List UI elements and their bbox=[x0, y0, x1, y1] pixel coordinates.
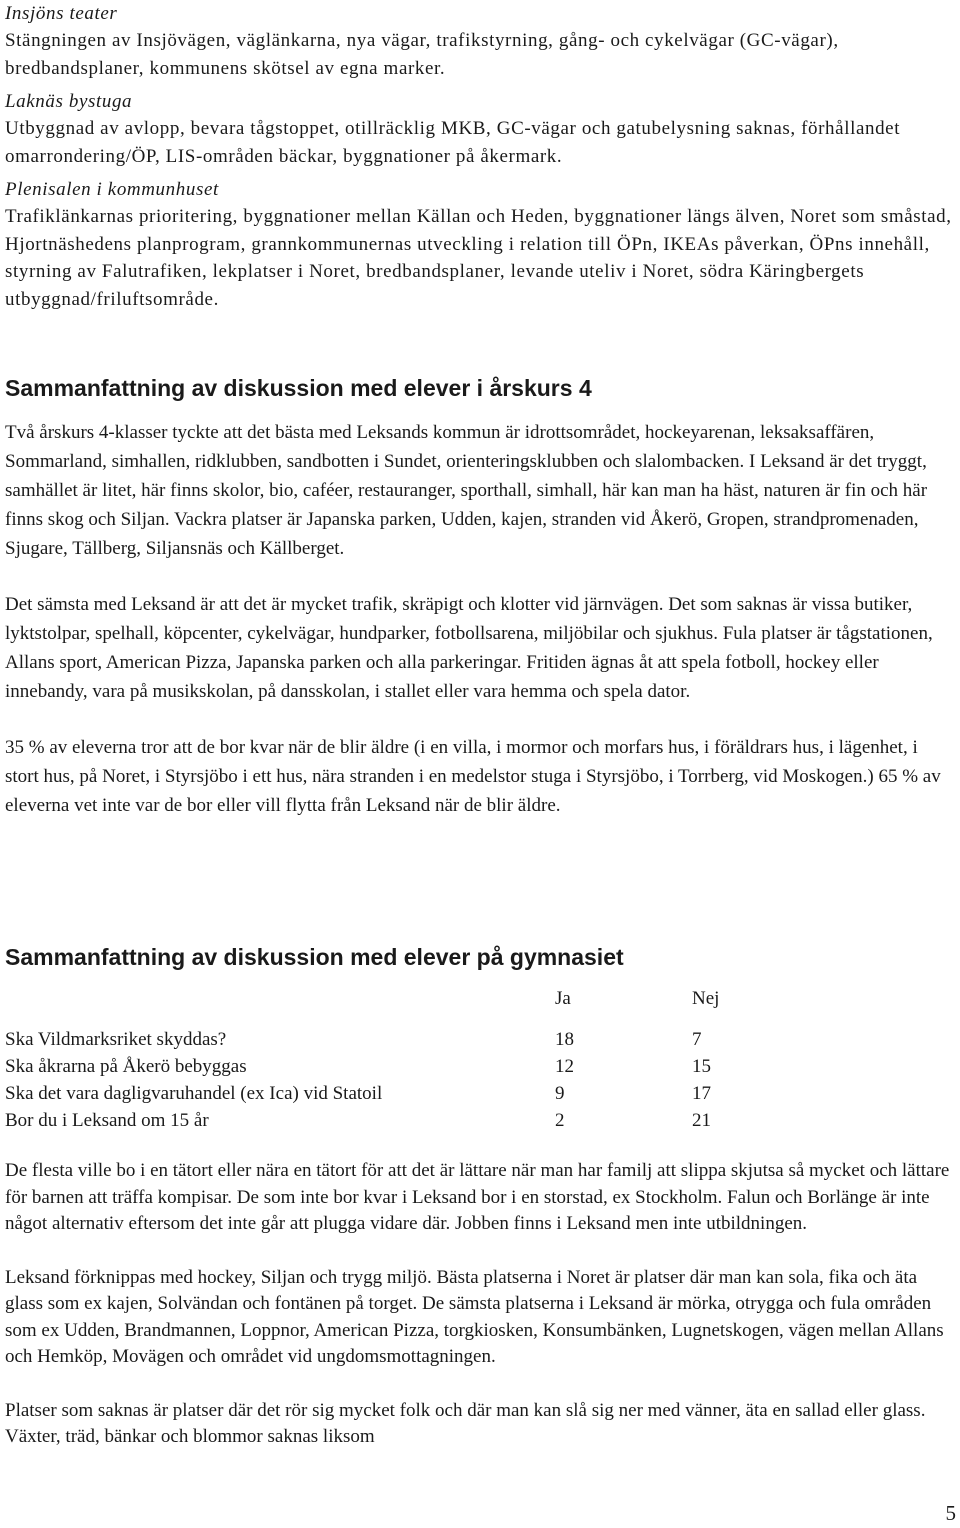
table-cell-nej: 7 bbox=[692, 1029, 702, 1050]
paragraph: Platser som saknas är platser där det rör sig mycket folk och där man kan slå sig ner med vänner, äta en sallad eller glass. Växter, träd, bänkar och blommor saknas liksom bbox=[5, 1399, 926, 1447]
table-cell-ja: 18 bbox=[555, 1029, 574, 1050]
section-heading-gymnasium: Sammanfattning av diskussion med elever på gymnasiet bbox=[5, 944, 624, 970]
meeting-entry bbox=[5, 88, 955, 170]
paragraph: Det sämsta med Leksand är att det är mycket trafik, skräpigt och klotter vid järnvägen. Det som saknas är vissa butiker, lyktstolpar, spelhall, köpcenter, cykelvägar, hundparker, fotbollsarena, miljöbilar och sjukhus. Fula platser är tågstationen, Allans sport, American Pizza, Japanska parken och alla parkeringar. Fritiden ägnas åt att spela fotboll, hockey eller innebandy, vara på musikskolan, på dansskolan, i stallet eller vara hemma och spela dator. bbox=[5, 594, 933, 702]
table-header-ja: Ja bbox=[555, 988, 571, 1009]
meeting-title: Laknäs bystuga bbox=[5, 91, 133, 112]
meeting-title: Insjöns teater bbox=[5, 3, 118, 24]
table-cell-nej: 17 bbox=[692, 1083, 711, 1104]
table-row bbox=[5, 1053, 765, 1080]
meeting-title: Plenisalen i kommunhuset bbox=[5, 179, 219, 200]
table-row bbox=[5, 1026, 765, 1053]
table-cell-question: Bor du i Leksand om 15 år bbox=[5, 1110, 209, 1131]
table-cell-question: Ska Vildmarksriket skyddas? bbox=[5, 1029, 227, 1050]
table-row bbox=[5, 1107, 765, 1134]
table-header-row bbox=[5, 985, 765, 1017]
table-cell-ja: 9 bbox=[555, 1083, 565, 1104]
page-number: 5 bbox=[945, 1501, 956, 1525]
paragraph: Leksand förknippas med hockey, Siljan och trygg miljö. Bästa platserna i Noret är platser där man kan sola, fika och äta glass som ex kajen, Solvändan och fontänen på torget. De sämsta platserna i Leksand är mörka, otrygga och fula områden som ex Udden, Brandmannen, Loppnor, American Pizza, torgkiosken, Konsumbänken, Lugnetskogen, vägen mellan Allans och Hemköp, Movägen och området vid ungdomsmottagningen. bbox=[5, 1266, 944, 1367]
meeting-text: Stängningen av Insjövägen, väglänkarna, nya vägar, trafikstyrning, gång- och cykelvägar (GC-vägar), bredbandsplaner, kommunens skötsel av egna marker. bbox=[5, 30, 839, 79]
table-header-nej: Nej bbox=[692, 988, 720, 1009]
meeting-text: Trafiklänkarnas prioritering, byggnationer mellan Källan och Heden, byggnationer längs älven, Noret som småstad, Hjortnäshedens planprogram, grannkommunernas utveckling i relation till ÖPn, IKEAs påverkan, ÖPns innehåll, styrning av Falutrafiken, lekplatser i Noret, bredbandsplaner, levande uteliv i Noret, södra Käringbergets utbyggnad/friluftsområde. bbox=[5, 206, 952, 310]
table-cell-ja: 2 bbox=[555, 1110, 565, 1131]
meeting-text: Utbyggnad av avlopp, bevara tågstoppet, otillräcklig MKB, GC-vägar och gatubelysning saknas, förhållandet omarrondering/ÖP, LIS-områden bäckar, byggnationer på åkermark. bbox=[5, 118, 901, 167]
table-spacer bbox=[5, 1017, 765, 1026]
section-heading-year4: Sammanfattning av diskussion med elever i årskurs 4 bbox=[5, 375, 592, 401]
table-cell-nej: 21 bbox=[692, 1110, 711, 1131]
document-page bbox=[5, 0, 955, 1447]
meeting-entry bbox=[5, 176, 955, 313]
meeting-list bbox=[5, 0, 955, 313]
table-cell-nej: 15 bbox=[692, 1056, 711, 1077]
paragraph: De flesta ville bo i en tätort eller nära en tätort för att det är lättare när man har familj att slippa skjutsa så mycket och lättare för barnen att träffa kompisar. De som inte bor kvar i Leksand bor i en storstad, ex Stockholm. Falun och Borlänge är inte något alternativ eftersom det inte går att plugga vidare där. Jobben finns i Leksand men inte utbildningen. bbox=[5, 1160, 950, 1234]
meeting-entry bbox=[5, 0, 955, 82]
table-cell-ja: 12 bbox=[555, 1056, 574, 1077]
paragraph: 35 % av eleverna tror att de bor kvar när de blir äldre (i en villa, i mormor och morfars hus, i föräldrars hus, i lägenhet, i stort hus, på Noret, i Styrsjöbo i ett hus, nära stranden i en medelstor stuga i Styrsjöbo, i Torrberg, vid Moskogen.) 65 % av eleverna vet inte var de bor eller vill flytta från Leksand när de blir äldre. bbox=[5, 737, 941, 816]
table-cell-question: Ska det vara dagligvaruhandel (ex Ica) vid Statoil bbox=[5, 1083, 383, 1104]
survey-table bbox=[5, 985, 765, 1134]
table-row bbox=[5, 1080, 765, 1107]
paragraph: Två årskurs 4-klasser tyckte att det bästa med Leksands kommun är idrottsområdet, hockeyarenan, leksaksaffären, Sommarland, simhallen, ridklubben, sandbotten i Sundet, orienteringsklubben och slalombacken. I Leksand är det tryggt, samhället är litet, här finns skolor, bio, caféer, restauranger, sporthall, simhall, här kan man ha häst, naturen är fin och här finns skog och Siljan. Vackra platser är Japanska parken, Udden, kajen, stranden vid Åkerö, Gropen, strandpromenaden, Sjugare, Tällberg, Siljansnäs och Källberget. bbox=[5, 422, 928, 559]
section-body-year4 bbox=[5, 418, 955, 847]
table-header-question bbox=[5, 985, 555, 1017]
section-body-gymnasium bbox=[5, 1158, 955, 1478]
table-cell-question: Ska åkrarna på Åkerö bebyggas bbox=[5, 1056, 247, 1077]
